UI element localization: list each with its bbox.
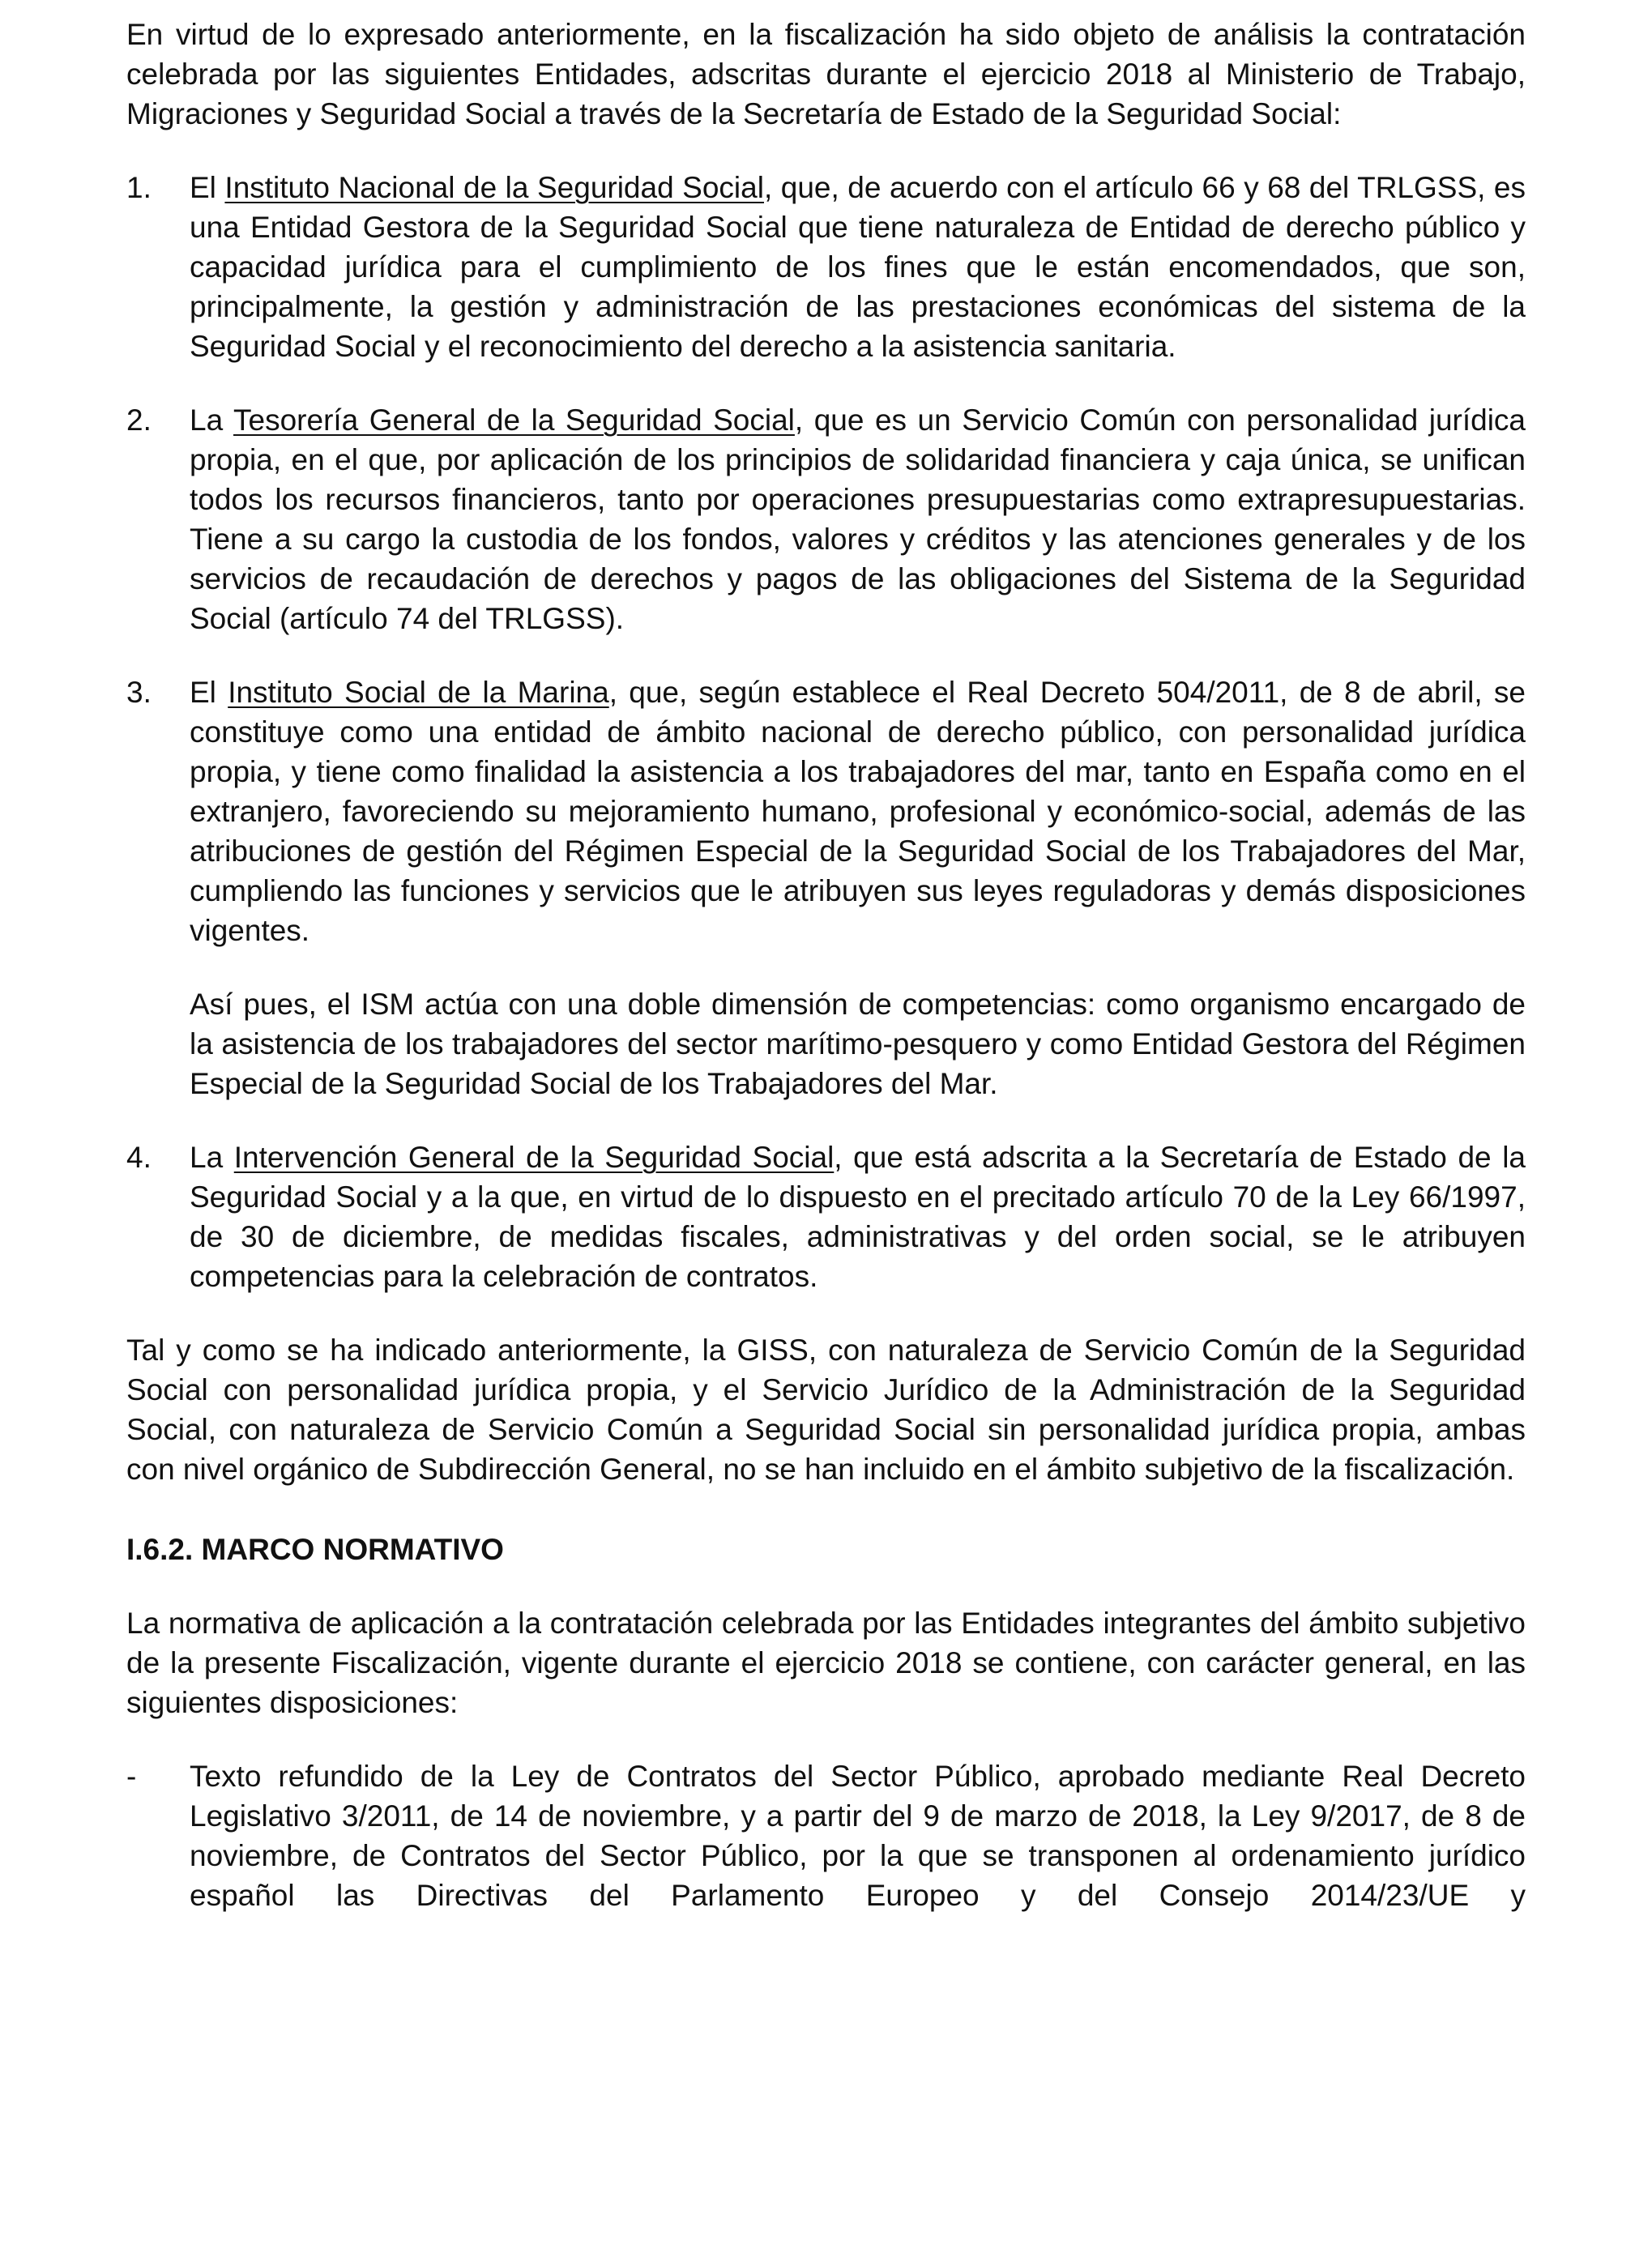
entity-number: 2. [126,403,152,437]
closing-paragraph: Tal y como se ha indicado anteriormente, la GISS, con naturaleza de Servicio Común de la Seguridad Social con personalidad jurídica propia, y el Servicio Jurídico de la Administración de la Seguridad Social, con naturaleza de Servicio Común a Seguridad Social sin personalidad jurídica propia, ambas con nivel orgánico de Subdirección General, no se han incluido en el ámbito subjetivo de la fiscalización. [126,1334,1526,1486]
entity-prefix: La [190,403,234,437]
entity-prefix: La [190,1141,234,1174]
entity-description: , que, según establece el Real Decreto 504/2011, de 8 de abril, se constituye como una entidad de ámbito nacional de derecho público, con personalidad jurídica propia, y tiene como finalidad la asistencia a los trabajadores del mar, tanto en España como en el extranjero, favoreciendo su mejoramiento humano, profesional y económico-social, además de las atribuciones de gestión del Régimen Especial de la Seguridad Social de los Trabajadores del Mar, cumpliendo las funciones y servicios que le atribuyen sus leyes reguladoras y demás disposiciones vigentes. [190,676,1526,947]
bullet-text: Texto refundido de la Ley de Contratos del Sector Público, aprobado mediante Real Decreto Legislativo 3/2011, de 14 de noviembre, y a partir del 9 de marzo de 2018, la Ley 9/2017, de 8 de noviembre, de Contratos del Sector Público, por la que se transponen al ordenamiento jurídico español las Directivas del Parlamento Europeo y del Consejo 2014/23/UE y [190,1760,1526,1912]
entity-item-3 [126,672,1526,1103]
entity-item-1 [126,168,1526,366]
entity-name: Tesorería General de la Seguridad Social [233,403,795,437]
bullet-marker: - [126,1760,137,1793]
document-page [126,15,1526,1915]
entity-extra-paragraph: Así pues, el ISM actúa con una doble dimensión de competencias: como organismo encargado de la asistencia de los trabajadores del sector marítimo-pesquero y como Entidad Gestora del Régimen Especial de la Seguridad Social de los Trabajadores del Mar. [190,988,1526,1100]
entity-number: 1. [126,171,152,204]
entity-description: , que está adscrita a la Secretaría de Estado de la Seguridad Social y a la que, en virtud de lo dispuesto en el precitado artículo 70 de la Ley 66/1997, de 30 de diciembre, de medidas fiscales, administrativas y del orden social, se le atribuyen competencias para la celebración de contratos. [190,1141,1526,1293]
entity-number: 4. [126,1141,152,1174]
entity-name: Intervención General de la Seguridad Social [233,1141,835,1174]
entity-name: Instituto Nacional de la Seguridad Social [224,171,764,204]
section-heading: I.6.2. MARCO NORMATIVO [126,1533,504,1566]
entity-description: , que, de acuerdo con el artículo 66 y 68 del TRLGSS, es una Entidad Gestora de la Seguridad Social que tiene naturaleza de Entidad de derecho público y capacidad jurídica para el cumplimiento de los fines que le están encomendados, que son, principalmente, la gestión y administración de las prestaciones económicas del sistema de la Seguridad Social y el reconocimiento del derecho a la asistencia sanitaria. [190,171,1526,363]
entity-paragraph [190,400,1526,638]
normative-bullet-item [126,1756,1526,1915]
entity-item-2 [126,400,1526,638]
entity-paragraph [190,1137,1526,1296]
intro-paragraph: En virtud de lo expresado anteriormente, en la fiscalización ha sido objeto de análisis la contratación celebrada por las siguientes Entidades, adscritas durante el ejercicio 2018 al Ministerio de Trabajo, Migraciones y Seguridad Social a través de la Secretaría de Estado de la Seguridad Social: [126,18,1526,130]
entity-paragraph [190,672,1526,950]
entity-prefix: El [190,676,228,709]
entity-description: , que es un Servicio Común con personalidad jurídica propia, en el que, por aplicación de los principios de solidaridad financiera y caja única, se unifican todos los recursos financieros, tanto por operaciones presupuestarias como extrapresupuestarias. Tiene a su cargo la custodia de los fondos, valores y créditos y las atenciones generales y de los servicios de recaudación de derechos y pagos de las obligaciones del Sistema de la Seguridad Social (artículo 74 del TRLGSS). [190,403,1526,635]
entity-name: Instituto Social de la Marina [228,676,609,709]
entity-item-4 [126,1137,1526,1296]
normative-intro-paragraph: La normativa de aplicación a la contratación celebrada por las Entidades integrantes del ámbito subjetivo de la presente Fiscalización, vigente durante el ejercicio 2018 se contiene, con carácter general, en las siguientes disposiciones: [126,1607,1526,1719]
entity-number: 3. [126,676,152,709]
entity-prefix: El [190,171,225,204]
entity-paragraph [190,168,1526,366]
